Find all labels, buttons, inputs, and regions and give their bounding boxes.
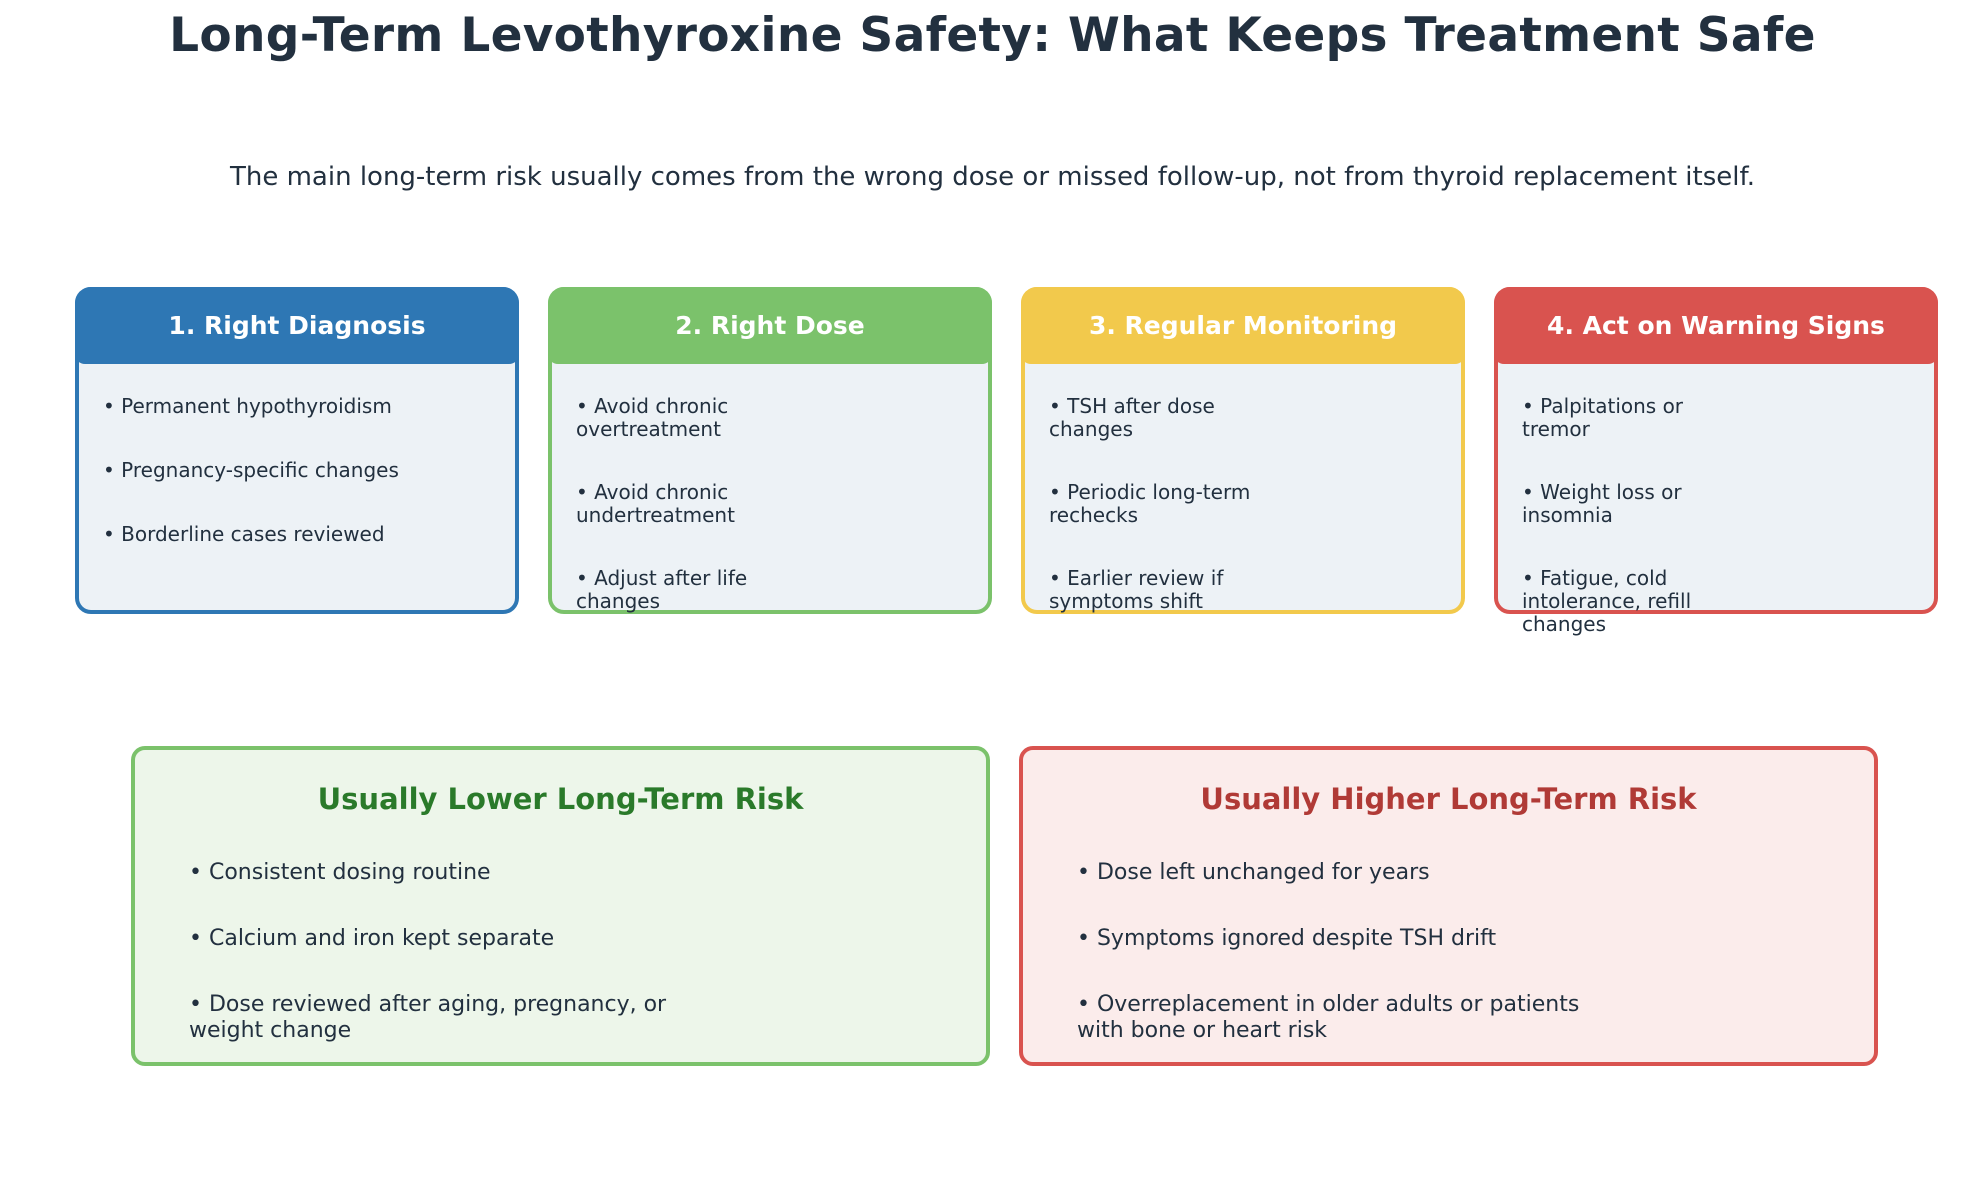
step-card-list [103,395,499,587]
list-item: • Permanent hypothyroidism [103,394,392,418]
step-card-warning-signs [1494,287,1938,636]
list-item: • Avoid chronic overtreatment [576,394,729,441]
list-item: • Borderline cases reviewed [103,522,385,546]
page-title: Long-Term Levothyroxine Safety: What Keeps Treatment Safe [169,8,1816,63]
step-card-heading: 1. Right Diagnosis [75,287,519,364]
list-item: • Calcium and iron kept separate [189,926,555,951]
lower-risk-panel [131,746,990,1066]
list-item: • Adjust after life changes [576,566,748,613]
list-item: • TSH after dose changes [1049,394,1215,441]
list-item: • Periodic long-term rechecks [1049,480,1251,527]
step-card-list [1522,395,1918,676]
step-card-right-diagnosis [75,287,519,614]
list-item: • Consistent dosing routine [189,860,491,885]
lower-risk-list [189,860,946,1084]
step-card-list [1049,395,1445,653]
step-card-regular-monitoring [1021,287,1465,614]
list-item: • Dose left unchanged for years [1077,860,1430,885]
list-item: • Palpitations or tremor [1522,394,1684,441]
list-item: • Avoid chronic undertreatment [576,480,735,527]
step-card-heading: 2. Right Dose [548,287,992,364]
higher-risk-list [1077,860,1834,1084]
list-item: • Pregnancy-specific changes [103,458,399,482]
higher-risk-title: Usually Higher Long-Term Risk [1200,782,1697,816]
list-item: • Fatigue, cold intolerance, refill changes [1522,566,1692,636]
list-item: • Earlier review if symptoms shift [1049,566,1224,613]
list-item: • Weight loss or insomnia [1522,480,1682,527]
higher-risk-panel [1019,746,1878,1066]
list-item: • Overreplacement in older adults or patients with bone or heart risk [1077,992,1580,1043]
step-card-list [576,395,972,653]
step-card-right-dose [548,287,992,614]
lower-risk-title: Usually Lower Long-Term Risk [317,782,804,816]
step-card-heading: 4. Act on Warning Signs [1494,287,1938,364]
list-item: • Symptoms ignored despite TSH drift [1077,926,1497,951]
list-item: • Dose reviewed after aging, pregnancy, or weight change [189,992,667,1043]
step-card-heading: 3. Regular Monitoring [1021,287,1465,364]
page-subtitle: The main long-term risk usually comes from the wrong dose or missed follow-up, not from thyroid replacement itself. [229,162,1756,192]
